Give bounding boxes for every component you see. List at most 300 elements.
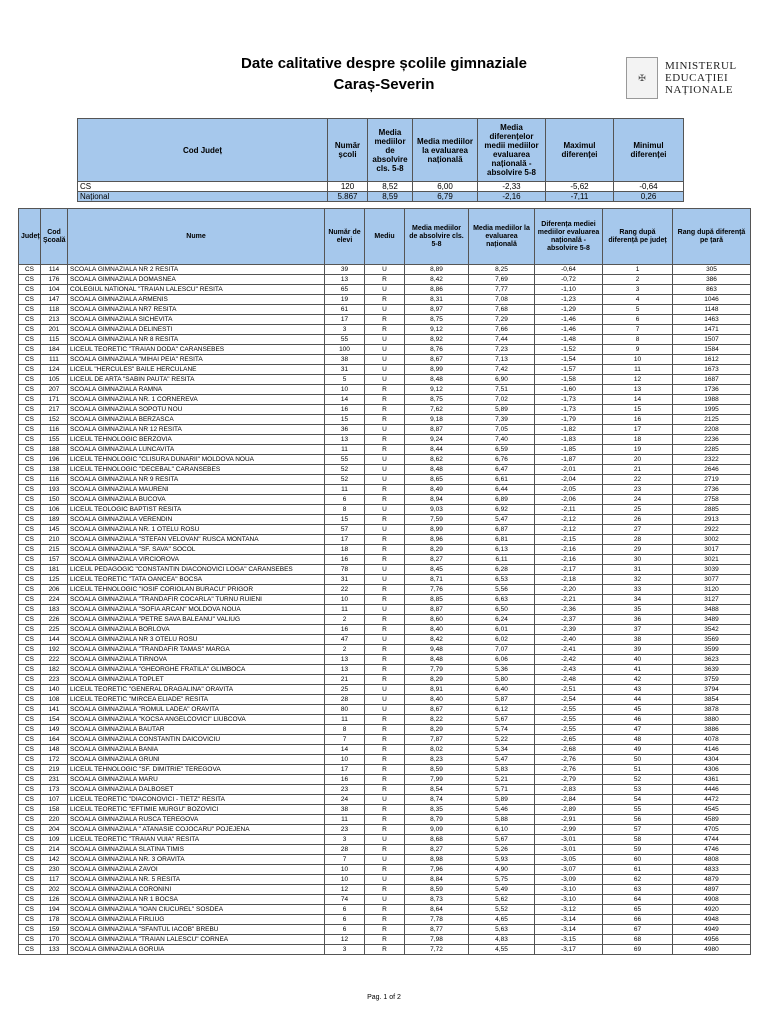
table-cell: SCOALA GIMNAZIALA "STEFAN VELOVAN" RUSCA MONTANA: [68, 535, 325, 545]
table-cell: CS: [19, 335, 41, 345]
table-cell: 5,88: [469, 815, 535, 825]
table-cell: 49: [603, 745, 673, 755]
table-cell: 109: [41, 835, 68, 845]
table-cell: 2913: [673, 515, 751, 525]
table-cell: 32: [603, 575, 673, 585]
table-cell: 8: [325, 505, 365, 515]
table-cell: R: [365, 825, 405, 835]
table-cell: 46: [603, 715, 673, 725]
table-cell: 14: [603, 395, 673, 405]
table-cell: 159: [41, 925, 68, 935]
table-cell: -2,42: [535, 655, 603, 665]
table-cell: 6,13: [469, 545, 535, 555]
table-cell: 8,97: [405, 305, 469, 315]
table-cell: SCOALA GIMNAZIALA NR. 1 CORNEREVA: [68, 395, 325, 405]
table-cell: 8,45: [405, 565, 469, 575]
table-cell: 5,36: [469, 665, 535, 675]
table-cell: 8,99: [405, 365, 469, 375]
table-cell: CS: [19, 935, 41, 945]
table-cell: 5,62: [469, 895, 535, 905]
table-row: [19, 825, 751, 835]
table-cell: 68: [603, 935, 673, 945]
table-cell: 13: [325, 275, 365, 285]
table-cell: CS: [19, 815, 41, 825]
table-cell: 28: [325, 695, 365, 705]
table-cell: SCOALA GIMNAZIALA NR 9 RESITA: [68, 475, 325, 485]
table-cell: 7,78: [405, 915, 469, 925]
column-header: Rang după diferență pe județ: [603, 209, 673, 265]
table-cell: CS: [19, 855, 41, 865]
table-cell: -2,36: [535, 605, 603, 615]
table-cell: R: [365, 325, 405, 335]
table-cell: 138: [41, 465, 68, 475]
table-cell: 15: [325, 415, 365, 425]
table-cell: 4920: [673, 905, 751, 915]
table-cell: CS: [19, 425, 41, 435]
table-cell: SCOALA GIMNAZIALA BANIA: [68, 745, 325, 755]
table-cell: 183: [41, 605, 68, 615]
table-cell: 2646: [673, 465, 751, 475]
table-cell: -2,39: [535, 625, 603, 635]
table-row: [19, 575, 751, 585]
table-cell: 8,54: [405, 785, 469, 795]
table-cell: U: [365, 605, 405, 615]
table-cell: 56: [603, 815, 673, 825]
table-cell: 2922: [673, 525, 751, 535]
table-cell: 7,62: [405, 405, 469, 415]
table-row: [19, 475, 751, 485]
table-row: [19, 565, 751, 575]
table-cell: SCOALA GIMNAZIALA "TRANDAFIR TAMAS" MARGA: [68, 645, 325, 655]
table-cell: CS: [19, 535, 41, 545]
table-cell: 8,77: [405, 925, 469, 935]
column-header: Nume: [68, 209, 325, 265]
table-cell: 60: [603, 855, 673, 865]
table-cell: 23: [325, 785, 365, 795]
table-cell: U: [365, 455, 405, 465]
table-cell: R: [365, 625, 405, 635]
table-cell: 6,50: [469, 605, 535, 615]
table-cell: 4879: [673, 875, 751, 885]
table-cell: 17: [603, 425, 673, 435]
table-cell: CS: [19, 665, 41, 675]
table-row: [19, 365, 751, 375]
table-cell: 108: [41, 695, 68, 705]
table-cell: U: [365, 705, 405, 715]
table-cell: SCOALA GIMNAZIALA GORUIA: [68, 945, 325, 955]
table-cell: 28: [325, 845, 365, 855]
table-cell: 8,94: [405, 495, 469, 505]
table-cell: 8,87: [405, 605, 469, 615]
table-cell: 145: [41, 525, 68, 535]
table-cell: 193: [41, 485, 68, 495]
table-cell: 21: [325, 675, 365, 685]
table-cell: 305: [673, 265, 751, 275]
table-cell: U: [365, 875, 405, 885]
table-cell: 8,59: [368, 192, 413, 202]
table-cell: U: [365, 345, 405, 355]
table-cell: 8,67: [405, 355, 469, 365]
table-cell: CS: [19, 705, 41, 715]
table-cell: R: [365, 905, 405, 915]
table-cell: 225: [41, 625, 68, 635]
table-cell: 116: [41, 475, 68, 485]
table-cell: 6,89: [469, 495, 535, 505]
table-row: [19, 585, 751, 595]
table-row: [19, 905, 751, 915]
table-cell: 66: [603, 915, 673, 925]
table-cell: 1673: [673, 365, 751, 375]
table-cell: 8,52: [368, 182, 413, 192]
table-cell: CS: [19, 745, 41, 755]
table-cell: -2,51: [535, 685, 603, 695]
table-cell: 39: [325, 265, 365, 275]
table-cell: SCOALA GIMNAZIALA CONSTANTIN DAICOVICIU: [68, 735, 325, 745]
table-cell: SCOALA GIMNAZIALA SOPOTU NOU: [68, 405, 325, 415]
table-cell: 53: [603, 785, 673, 795]
table-cell: 4908: [673, 895, 751, 905]
table-cell: 3: [325, 835, 365, 845]
table-row: [19, 285, 751, 295]
table-cell: -1,54: [535, 355, 603, 365]
column-header: Media mediilor la evaluarea națională: [469, 209, 535, 265]
table-cell: -7,11: [546, 192, 614, 202]
table-cell: 1148: [673, 305, 751, 315]
table-cell: SCOALA GIMNAZIALA " ATANASIE COJOCARU" POJEJENA: [68, 825, 325, 835]
table-cell: 6,59: [469, 445, 535, 455]
table-cell: U: [365, 695, 405, 705]
table-cell: 3489: [673, 615, 751, 625]
table-cell: 7,07: [469, 645, 535, 655]
table-cell: 2125: [673, 415, 751, 425]
table-cell: 65: [603, 905, 673, 915]
table-cell: -2,12: [535, 525, 603, 535]
table-row: [19, 655, 751, 665]
table-cell: 47: [603, 725, 673, 735]
table-cell: 35: [603, 605, 673, 615]
table-row: [19, 435, 751, 445]
table-cell: 9,09: [405, 825, 469, 835]
table-cell: 8,42: [405, 275, 469, 285]
table-cell: 4304: [673, 755, 751, 765]
table-cell: CS: [19, 865, 41, 875]
table-cell: 214: [41, 845, 68, 855]
table-cell: SCOALA GIMNAZIALA RAMNA: [68, 385, 325, 395]
table-cell: U: [365, 425, 405, 435]
table-cell: 5,87: [469, 695, 535, 705]
table-cell: R: [365, 275, 405, 285]
table-cell: 58: [603, 835, 673, 845]
table-cell: 3: [325, 325, 365, 335]
table-cell: -2,05: [535, 485, 603, 495]
table-cell: 8,48: [405, 655, 469, 665]
table-cell: 16: [325, 625, 365, 635]
table-cell: 226: [41, 615, 68, 625]
table-row: [19, 635, 751, 645]
table-cell: SCOALA GIMNAZIALA "IOAN CIUCUREL" SOSDEA: [68, 905, 325, 915]
table-cell: -1,52: [535, 345, 603, 355]
table-cell: 4146: [673, 745, 751, 755]
table-cell: 4,83: [469, 935, 535, 945]
table-cell: 3623: [673, 655, 751, 665]
table-cell: CS: [19, 485, 41, 495]
table-cell: 5,93: [469, 855, 535, 865]
table-row: [19, 345, 751, 355]
table-cell: 74: [325, 895, 365, 905]
table-cell: 25: [325, 685, 365, 695]
table-cell: 10: [603, 355, 673, 365]
table-cell: 16: [325, 405, 365, 415]
table-row: [78, 182, 684, 192]
table-cell: 2236: [673, 435, 751, 445]
table-cell: CS: [19, 735, 41, 745]
table-cell: 9,48: [405, 645, 469, 655]
table-cell: 1988: [673, 395, 751, 405]
table-cell: 8,75: [405, 315, 469, 325]
table-cell: CS: [19, 925, 41, 935]
table-cell: 7,42: [469, 365, 535, 375]
table-cell: CS: [19, 805, 41, 815]
table-cell: 8,92: [405, 335, 469, 345]
table-cell: -2,15: [535, 535, 603, 545]
page-subtitle: Caraș-Severin: [333, 76, 435, 93]
logo-line-3: NAȚIONALE: [665, 84, 734, 96]
table-cell: 181: [41, 565, 68, 575]
table-cell: 12: [325, 935, 365, 945]
table-row: [19, 765, 751, 775]
column-header: Media mediilor la evaluarea națională: [413, 119, 478, 182]
table-cell: 8,02: [405, 745, 469, 755]
table-cell: -5,62: [546, 182, 614, 192]
table-cell: 8,99: [405, 525, 469, 535]
table-cell: 20: [603, 455, 673, 465]
table-cell: 4,55: [469, 945, 535, 955]
table-cell: 7,40: [469, 435, 535, 445]
column-header: Cod Școală: [41, 209, 68, 265]
table-cell: 4078: [673, 735, 751, 745]
table-cell: SCOALA GIMNAZIALA "TRANDAFIR COCARLA" TURNU RUIENI: [68, 595, 325, 605]
table-cell: 201: [41, 325, 68, 335]
logo-line-2: EDUCAȚIEI: [665, 72, 729, 84]
table-cell: 8,65: [405, 475, 469, 485]
table-row: [19, 775, 751, 785]
table-cell: 1995: [673, 405, 751, 415]
table-cell: 2208: [673, 425, 751, 435]
table-cell: 2: [325, 645, 365, 655]
table-cell: -1,60: [535, 385, 603, 395]
table-cell: U: [365, 375, 405, 385]
table-cell: 31: [325, 575, 365, 585]
table-cell: 6,76: [469, 455, 535, 465]
table-row: [19, 705, 751, 715]
table-row: [19, 815, 751, 825]
table-cell: -3,14: [535, 915, 603, 925]
table-cell: 118: [41, 305, 68, 315]
table-cell: 5,75: [469, 875, 535, 885]
table-row: [19, 595, 751, 605]
table-cell: 150: [41, 495, 68, 505]
table-row: [19, 835, 751, 845]
table-cell: 7,29: [469, 315, 535, 325]
table-cell: SCOALA GIMNAZIALA "PETRE SAVA BALEANU" VALIUG: [68, 615, 325, 625]
table-row: [19, 925, 751, 935]
table-row: [19, 685, 751, 695]
table-cell: R: [365, 755, 405, 765]
column-header: Minimul diferenței: [614, 119, 684, 182]
table-cell: 4833: [673, 865, 751, 875]
table-cell: 8,71: [405, 575, 469, 585]
table-cell: 126: [41, 895, 68, 905]
table-cell: 1584: [673, 345, 751, 355]
table-cell: 9,12: [405, 325, 469, 335]
table-cell: -2,17: [535, 565, 603, 575]
table-cell: 37: [603, 625, 673, 635]
table-cell: R: [365, 315, 405, 325]
table-cell: 7: [325, 855, 365, 865]
table-cell: 6,47: [469, 465, 535, 475]
table-cell: SCOALA GIMNAZIALA TOPLET: [68, 675, 325, 685]
table-cell: 8,40: [405, 625, 469, 635]
table-cell: SCOALA GIMNAZIALA "ROMUL LADEA" ORAVITA: [68, 705, 325, 715]
table-cell: 7,13: [469, 355, 535, 365]
table-cell: CS: [19, 285, 41, 295]
table-cell: 34: [603, 595, 673, 605]
table-cell: 55: [325, 455, 365, 465]
table-cell: 6,01: [469, 625, 535, 635]
table-cell: 2: [325, 615, 365, 625]
table-cell: CS: [19, 825, 41, 835]
table-cell: 18: [603, 435, 673, 445]
table-cell: CS: [19, 775, 41, 785]
table-cell: 11: [325, 485, 365, 495]
table-cell: SCOALA GIMNAZIALA NR. 3 ORAVITA: [68, 855, 325, 865]
table-cell: 4808: [673, 855, 751, 865]
table-cell: R: [365, 615, 405, 625]
table-row: [19, 425, 751, 435]
table-cell: 6,92: [469, 505, 535, 515]
table-cell: 12: [603, 375, 673, 385]
table-cell: 4: [603, 295, 673, 305]
table-cell: 8,29: [405, 725, 469, 735]
table-cell: CS: [19, 905, 41, 915]
table-cell: CS: [19, 455, 41, 465]
table-cell: 114: [41, 265, 68, 275]
table-cell: 4948: [673, 915, 751, 925]
coat-of-arms-icon: ✠: [626, 57, 658, 99]
table-cell: CS: [19, 945, 41, 955]
table-row: [19, 265, 751, 275]
table-cell: CS: [19, 315, 41, 325]
table-cell: -2,16: [535, 555, 603, 565]
table-cell: CS: [19, 675, 41, 685]
table-cell: SCOALA GIMNAZIALA MAURENI: [68, 485, 325, 495]
table-cell: 17: [325, 535, 365, 545]
table-cell: -2,65: [535, 735, 603, 745]
table-cell: 8,49: [405, 485, 469, 495]
table-cell: 4705: [673, 825, 751, 835]
table-cell: 19: [325, 295, 365, 305]
table-cell: -1,85: [535, 445, 603, 455]
table-cell: 69: [603, 945, 673, 955]
table-cell: 7,44: [469, 335, 535, 345]
table-row: [19, 715, 751, 725]
table-cell: R: [365, 405, 405, 415]
table-cell: CS: [78, 182, 328, 192]
table-cell: R: [365, 655, 405, 665]
schools-table: [18, 208, 751, 955]
table-cell: SCOALA GIMNAZIALA DALBOSET: [68, 785, 325, 795]
table-cell: 13: [325, 665, 365, 675]
table-cell: 8,96: [405, 535, 469, 545]
table-cell: 2322: [673, 455, 751, 465]
table-cell: 5,71: [469, 785, 535, 795]
table-cell: 16: [325, 775, 365, 785]
table-cell: -3,10: [535, 895, 603, 905]
table-cell: U: [365, 265, 405, 275]
table-cell: -1,23: [535, 295, 603, 305]
table-cell: 61: [603, 865, 673, 875]
table-cell: 25: [603, 505, 673, 515]
table-cell: 192: [41, 645, 68, 655]
table-cell: 7,69: [469, 275, 535, 285]
table-cell: 3: [603, 285, 673, 295]
column-header: Număr școli: [328, 119, 368, 182]
table-row: [19, 455, 751, 465]
table-cell: 8,76: [405, 345, 469, 355]
table-cell: 36: [325, 425, 365, 435]
table-cell: 31: [325, 365, 365, 375]
table-cell: 106: [41, 505, 68, 515]
table-cell: 3854: [673, 695, 751, 705]
table-cell: 3021: [673, 555, 751, 565]
table-cell: 7,08: [469, 295, 535, 305]
table-cell: 6,79: [413, 192, 478, 202]
ministry-logo: [626, 50, 746, 106]
table-cell: LICEUL TEORETIC "TATA OANCEA" BOCSA: [68, 575, 325, 585]
table-cell: 100: [325, 345, 365, 355]
table-cell: 6,12: [469, 705, 535, 715]
table-cell: 6,24: [469, 615, 535, 625]
column-header: Mediu: [365, 209, 405, 265]
table-cell: 5,56: [469, 585, 535, 595]
table-cell: 202: [41, 885, 68, 895]
table-cell: 7: [325, 735, 365, 745]
table-cell: SCOALA GIMNAZIALA NR 8 RESITA: [68, 335, 325, 345]
table-cell: 2285: [673, 445, 751, 455]
table-cell: U: [365, 895, 405, 905]
table-cell: -2,12: [535, 515, 603, 525]
table-cell: CS: [19, 475, 41, 485]
table-cell: SCOALA GIMNAZIALA BAUTAR: [68, 725, 325, 735]
table-cell: 9,24: [405, 435, 469, 445]
table-cell: -1,82: [535, 425, 603, 435]
table-cell: -2,11: [535, 505, 603, 515]
table-cell: -1,87: [535, 455, 603, 465]
table-cell: 57: [325, 525, 365, 535]
table-cell: CS: [19, 305, 41, 315]
table-cell: 154: [41, 715, 68, 725]
table-cell: 7,77: [469, 285, 535, 295]
table-cell: 223: [41, 675, 68, 685]
table-cell: 3569: [673, 635, 751, 645]
table-cell: 4956: [673, 935, 751, 945]
table-cell: -1,73: [535, 395, 603, 405]
table-cell: 4361: [673, 775, 751, 785]
table-cell: CS: [19, 395, 41, 405]
table-cell: 3878: [673, 705, 751, 715]
table-cell: 7,72: [405, 945, 469, 955]
table-row: [19, 305, 751, 315]
